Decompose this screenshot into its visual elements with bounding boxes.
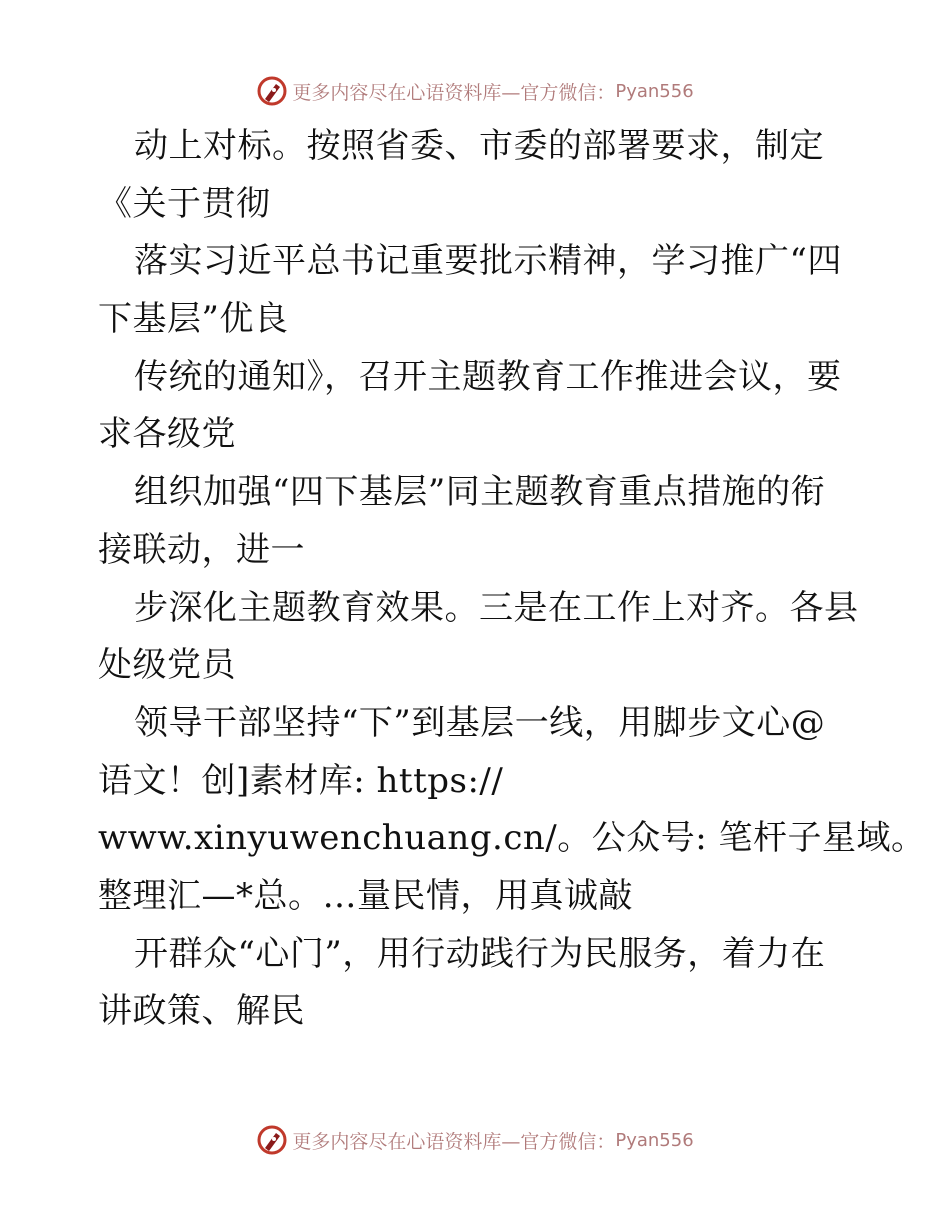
text-line: 求各级党 xyxy=(98,414,236,455)
text-line: www.xinyuwenchuang.cn/。公众号: 笔杆子星域。 xyxy=(98,818,926,859)
text-line: 讲政策、解民 xyxy=(98,991,305,1032)
text-line: 组织加强“四下基层”同主题教育重点措施的衔 xyxy=(134,472,826,513)
text-line: 整理汇—*总。…量民情，用真诚敲 xyxy=(98,875,633,916)
text-line: 领导干部坚持“下”到基层一线，用脚步文心@ xyxy=(134,702,826,743)
watermark-text: 更多内容尽在心语资料库—官方微信： xyxy=(292,1130,616,1153)
wechat-id: Pyan556 xyxy=(615,1129,694,1151)
footer-watermark xyxy=(0,1120,950,1160)
wechat-id: Pyan556 xyxy=(615,80,694,102)
text-line: 动上对标。按照省委、市委的部署要求，制定 xyxy=(134,126,824,166)
watermark-text: 更多内容尽在心语资料库—官方微信： xyxy=(292,81,616,104)
text-line: 处级党员 xyxy=(98,645,236,686)
text-line: 落实习近平总书记重要批示精神，学习推广“四 xyxy=(134,241,842,282)
pen-nib-logo-icon xyxy=(256,1124,288,1156)
text-line: 语文！创]素材库: https:// xyxy=(98,760,504,801)
pen-nib-logo-icon xyxy=(256,75,288,107)
text-line: 步深化主题教育效果。三是在工作上对齐。各县 xyxy=(134,587,859,628)
text-line: 开群众“心门”，用行动践行为民服务，着力在 xyxy=(134,933,826,974)
header-watermark xyxy=(0,71,950,111)
text-line: 传统的通知》，召开主题教育工作推进会议，要 xyxy=(134,356,842,397)
document-body xyxy=(98,118,926,1041)
text-line: 接联动，进一 xyxy=(98,529,305,570)
text-line: 下基层”优良 xyxy=(98,299,289,340)
text-line: 《关于贯彻 xyxy=(98,183,271,224)
